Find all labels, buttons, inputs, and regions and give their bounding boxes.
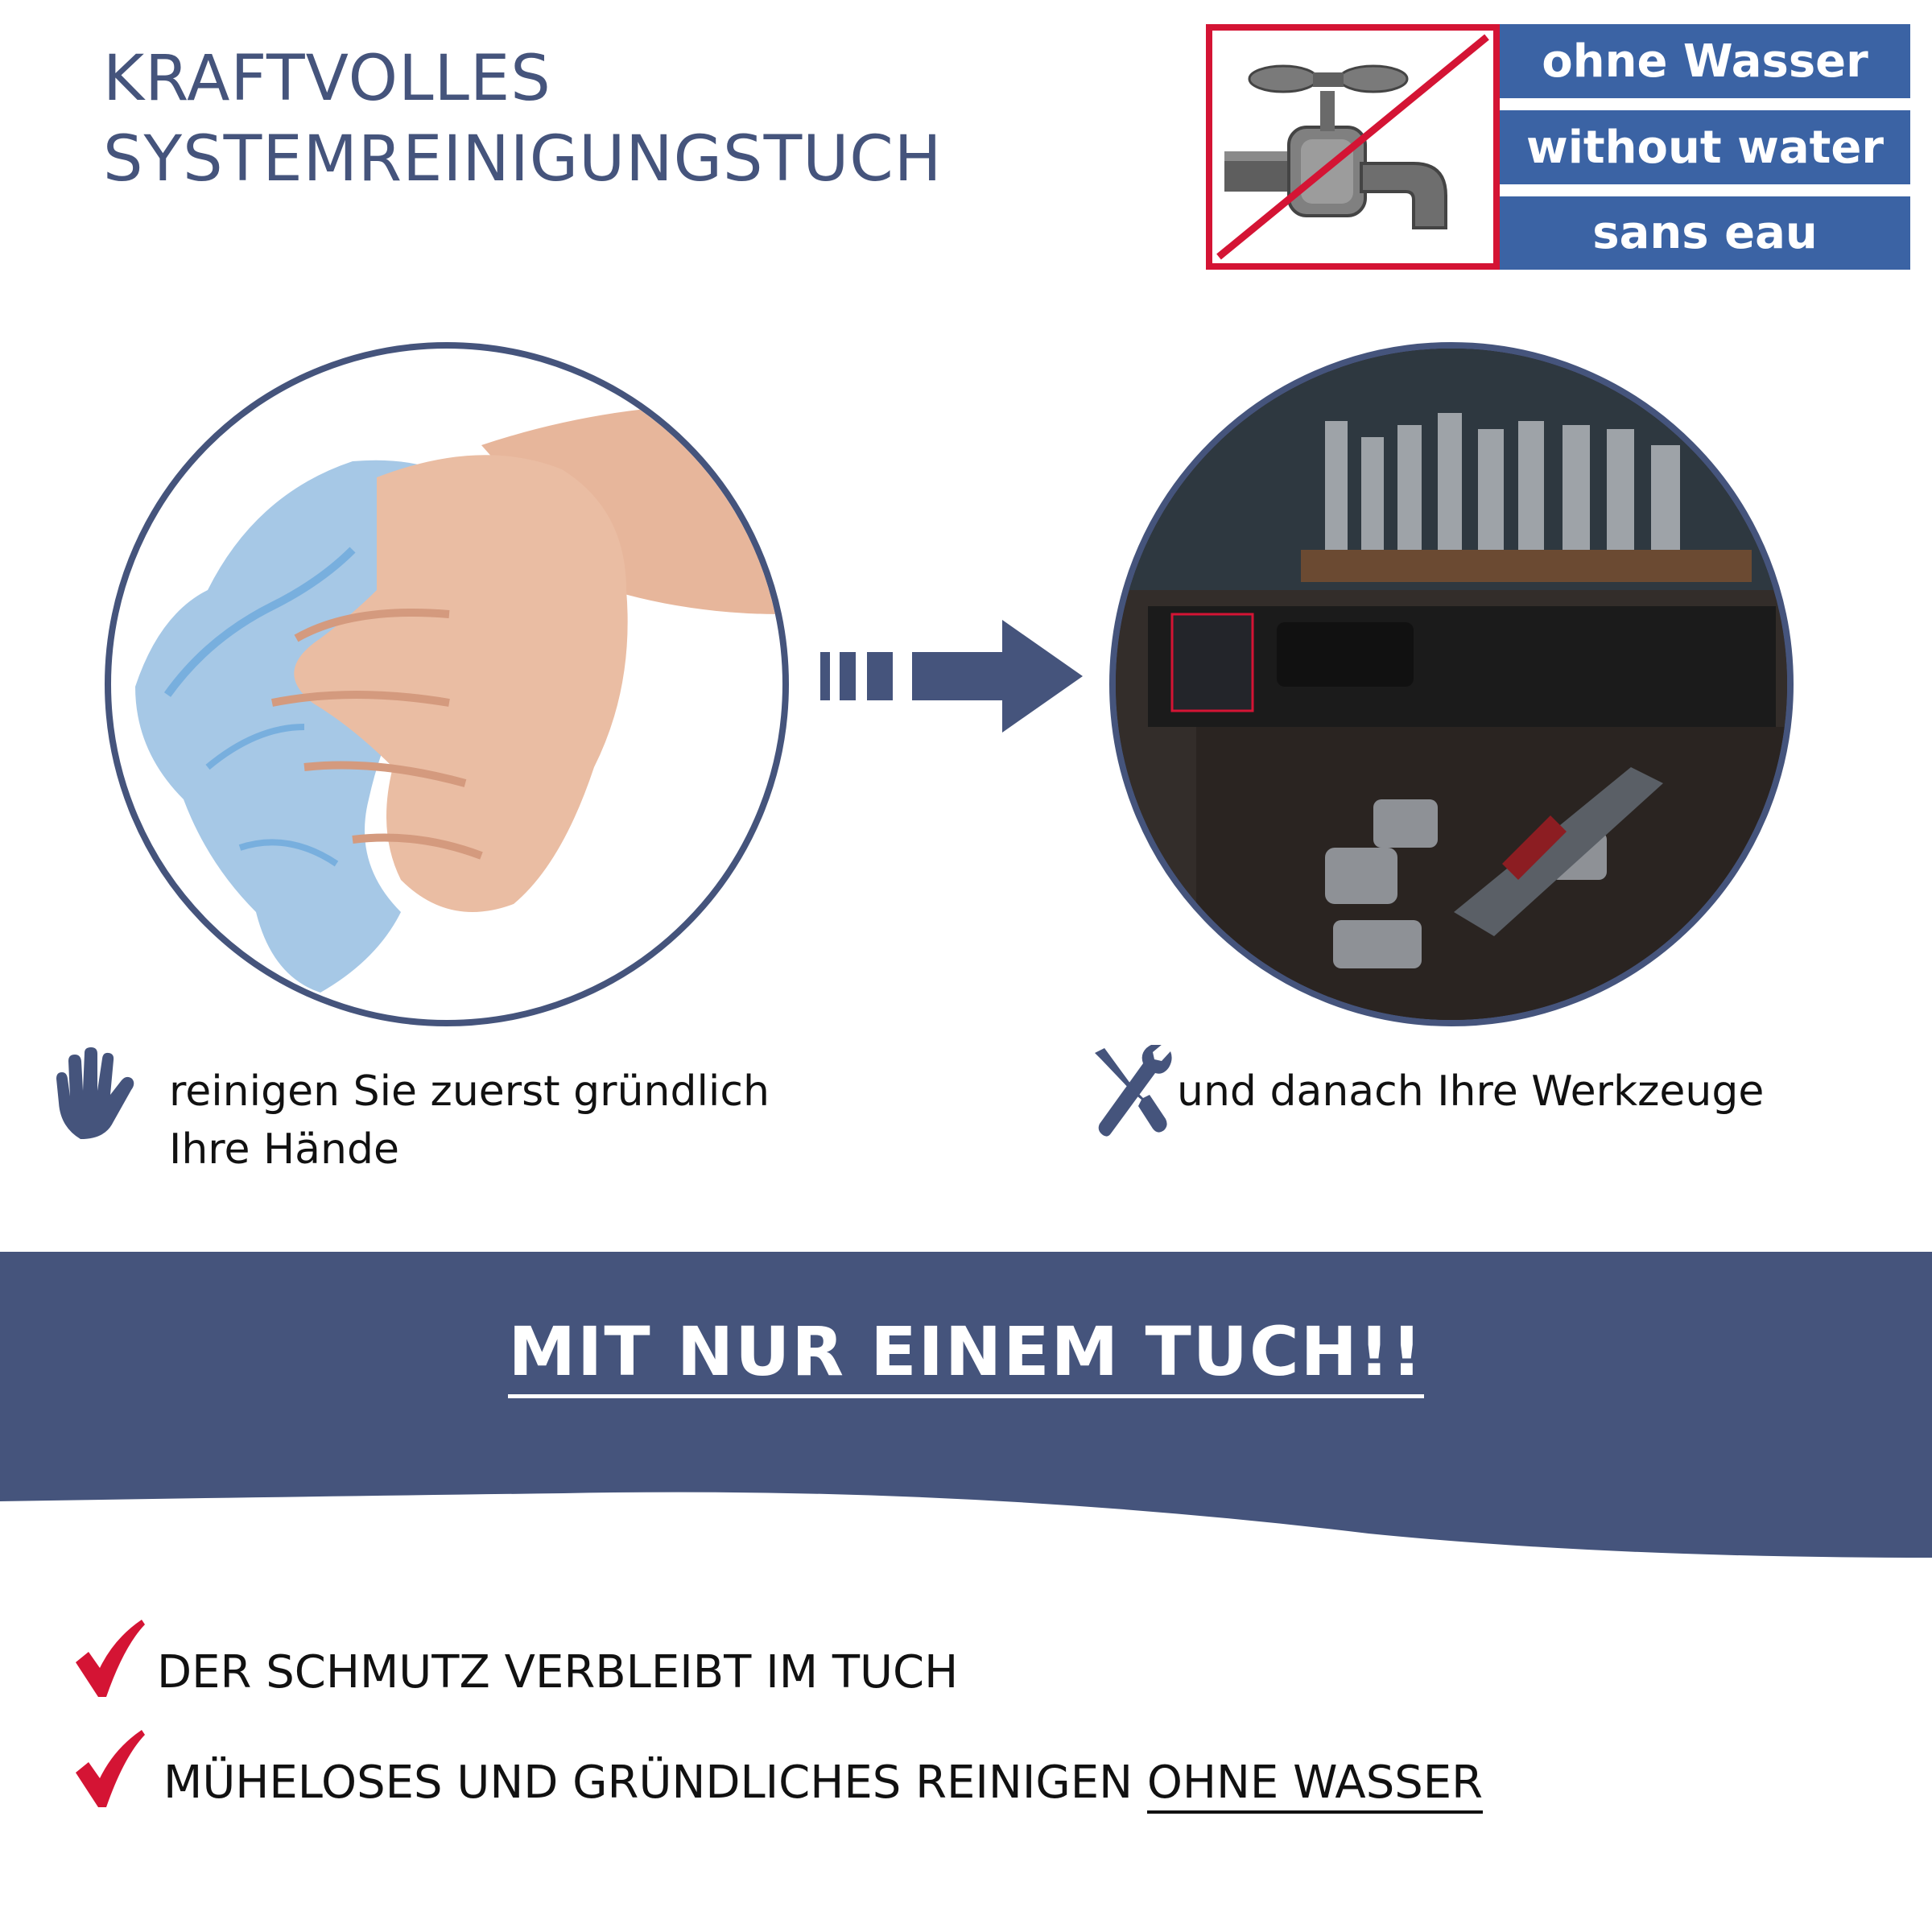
- no-water-tap-icon: [1206, 24, 1500, 270]
- step-hands-line-1: reinigen Sie zuerst gründlich: [169, 1067, 770, 1116]
- hand-icon: [52, 1046, 141, 1146]
- badge-line-ohne-wasser: ohne Wasser: [1500, 24, 1910, 98]
- no-water-badge: [1206, 24, 1910, 270]
- toolbox-photo: [1109, 342, 1794, 1026]
- slogan: [0, 1312, 1932, 1391]
- wrench-screwdriver-icon: [1087, 1045, 1175, 1145]
- step-hands-line-2: Ihre Hände: [169, 1125, 399, 1174]
- arrow-right-icon: [817, 616, 1083, 740]
- checkmark-icon: [74, 1618, 147, 1702]
- badge-line-without-water: without water: [1500, 110, 1910, 184]
- checkmark-icon: [74, 1728, 147, 1812]
- badge-line-sans-eau: sans eau: [1500, 196, 1910, 270]
- slogan-banner: [0, 1252, 1932, 1558]
- hand-cloth-photo: [105, 342, 789, 1026]
- title-line-1: KRAFTVOLLES: [103, 43, 551, 115]
- step-hands-caption: [169, 1063, 770, 1179]
- page-title: [103, 39, 942, 200]
- feature-no-water-underlined: OHNE WASSER: [1147, 1757, 1483, 1814]
- feature-dirt-stays: DER SCHMUTZ VERBLEIBT IM TUCH: [157, 1646, 959, 1699]
- slogan-text: MIT NUR EINEM TUCH!!: [508, 1312, 1423, 1398]
- feature-no-water-text: MÜHELOSES UND GRÜNDLICHES REINIGEN: [163, 1757, 1147, 1809]
- feature-no-water-cleaning: [163, 1757, 1483, 1809]
- title-line-2: SYSTEMREINIGUNGSTUCH: [103, 123, 943, 196]
- step-tools-caption: und danach Ihre Werkzeuge: [1177, 1067, 1765, 1116]
